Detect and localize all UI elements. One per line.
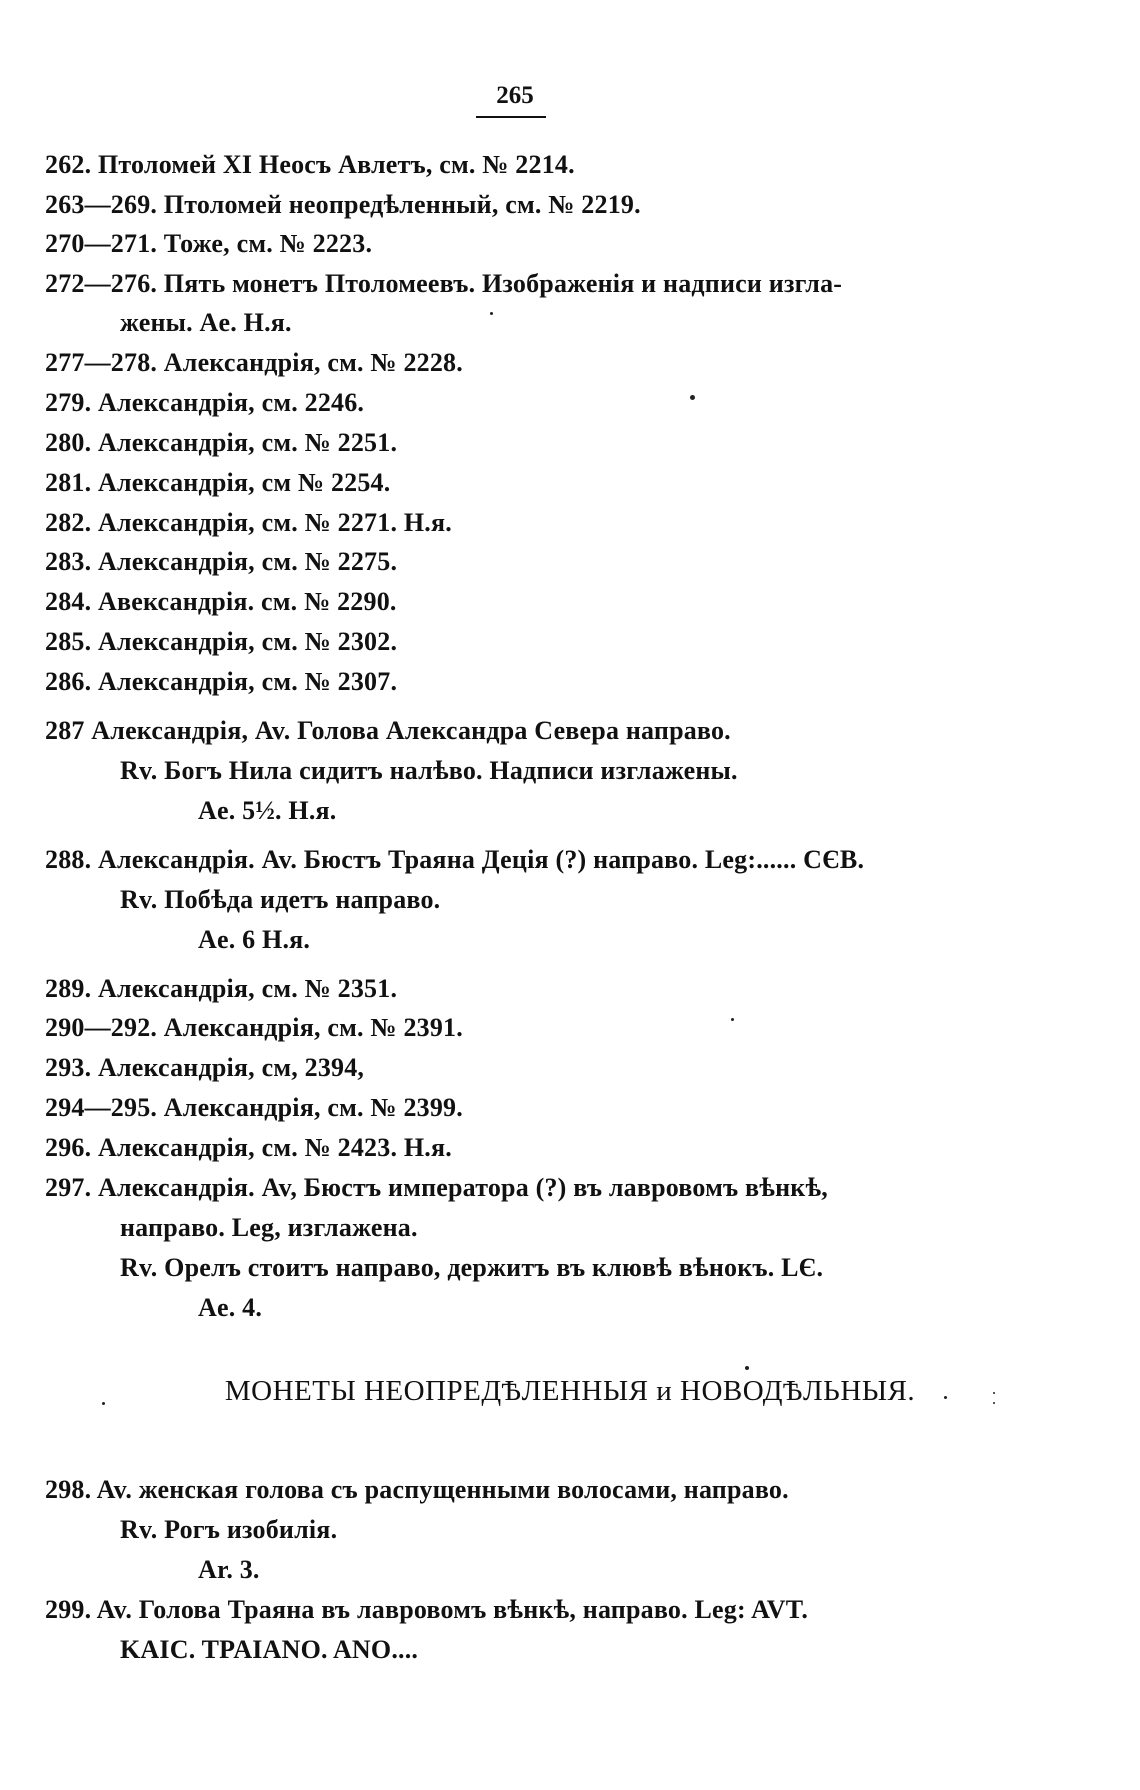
- reverse-description: Rv. Орелъ стоитъ направо, держитъ въ клювѣ вѣнокъ. LЄ.: [120, 1253, 824, 1282]
- catalog-line: 289. Александрія, см. № 2351.: [45, 974, 398, 1003]
- catalog-line: 293. Александрія, см, 2394,: [45, 1053, 365, 1082]
- catalog-line-continuation: жены. Ae. Н.я.: [120, 308, 292, 337]
- catalog-line: 263—269. Птоломей неопредѣленный, см. № 2219.: [45, 190, 641, 219]
- print-speck: [993, 1402, 995, 1404]
- catalog-line: 297. Александрія. Av, Бюстъ императора (?) въ лавровомъ вѣнкѣ,: [45, 1173, 828, 1202]
- catalog-line-continuation: KAIC. TPAIANO. ANO....: [120, 1635, 419, 1664]
- page-number: 265: [496, 82, 534, 109]
- catalog-line: 296. Александрія, см. № 2423. Н.я.: [45, 1133, 452, 1162]
- reverse-description: Rv. Рогъ изобилія.: [120, 1515, 338, 1544]
- catalog-line: 272—276. Пять монетъ Птоломеевъ. Изображенія и надписи изгла-: [45, 269, 843, 298]
- catalog-line: 288. Александрія. Av. Бюстъ Траяна Деція (?) направо. Leg:...... CЄB.: [45, 845, 865, 874]
- catalog-line: 287 Александрія, Av. Голова Александра Севера направо.: [45, 716, 731, 745]
- print-speck: [745, 1366, 749, 1370]
- print-speck: [731, 1018, 734, 1021]
- print-speck: [690, 395, 695, 400]
- section-heading: МОНЕТЫ НЕОПРЕДѢЛЕННЫЯ и НОВОДѢЛЬНЫЯ.: [224, 1375, 916, 1407]
- catalog-line: 285. Александрія, см. № 2302.: [45, 627, 398, 656]
- print-speck: [993, 1392, 995, 1394]
- metal-size-note: Ar. 3.: [198, 1555, 260, 1584]
- print-speck: [490, 312, 493, 315]
- catalog-line: 284. Авександрія. см. № 2290.: [45, 587, 397, 616]
- catalog-line: 283. Александрія, см. № 2275.: [45, 547, 398, 576]
- catalog-line: 281. Александрія, см № 2254.: [45, 468, 391, 497]
- catalog-line-continuation: направо. Leg, изглажена.: [120, 1213, 418, 1242]
- catalog-line: 299. Av. Голова Траяна въ лавровомъ вѣнкѣ, направо. Leg: AVT.: [45, 1595, 809, 1624]
- catalog-line: 279. Александрія, см. 2246.: [45, 388, 365, 417]
- metal-size-note: Ae. 6 Н.я.: [198, 925, 311, 954]
- catalog-line: 286. Александрія, см. № 2307.: [45, 667, 398, 696]
- catalog-line: 290—292. Александрія, см. № 2391.: [45, 1013, 463, 1042]
- metal-size-note: Ae. 4.: [198, 1293, 263, 1322]
- metal-size-note: Ae. 5½. Н.я.: [198, 796, 337, 825]
- catalog-line: 277—278. Александрія, см. № 2228.: [45, 348, 463, 377]
- catalog-line: 262. Птоломей XI Неосъ Авлетъ, см. № 2214.: [45, 150, 575, 179]
- catalog-line: 298. Av. женская голова съ распущенными волосами, направо.: [45, 1475, 789, 1504]
- print-speck: [102, 1402, 105, 1405]
- reverse-description: Rv. Богъ Нила сидитъ налѣво. Надписи изглажены.: [120, 756, 738, 785]
- catalog-line: 294—295. Александрія, см. № 2399.: [45, 1093, 463, 1122]
- catalog-line: 280. Александрія, см. № 2251.: [45, 428, 398, 457]
- reverse-description: Rv. Побѣда идетъ направо.: [120, 885, 441, 914]
- catalog-line: 282. Александрія, см. № 2271. Н.я.: [45, 508, 452, 537]
- print-speck: [944, 1396, 947, 1399]
- page-number-rule: [476, 116, 546, 118]
- catalog-line: 270—271. Тоже, см. № 2223.: [45, 229, 373, 258]
